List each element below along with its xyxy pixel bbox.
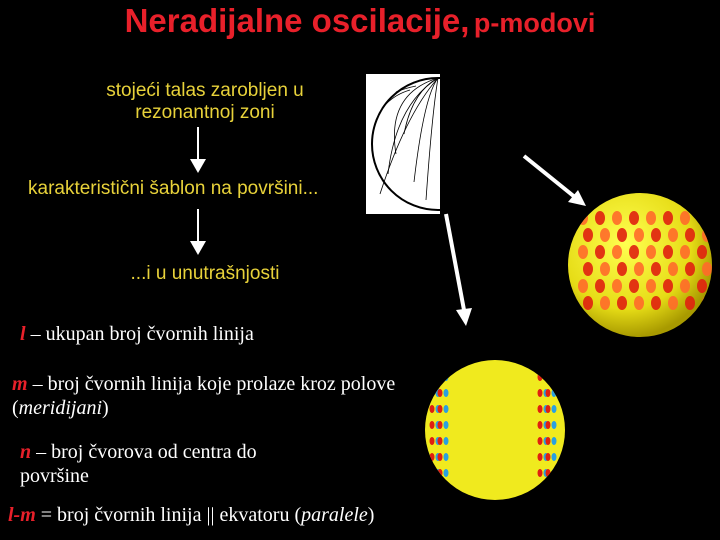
sphere-surface-pattern [565, 190, 715, 340]
interior-node [538, 389, 543, 397]
surface-node [697, 245, 707, 259]
interior-node [438, 389, 443, 397]
definition-lm-italic: paralele [301, 504, 368, 526]
surface-node [685, 296, 695, 310]
surface-node [595, 245, 605, 259]
interior-node [430, 421, 435, 429]
surface-node [612, 279, 622, 293]
surface-node [651, 262, 661, 276]
interior-node [430, 405, 435, 413]
interior-node [438, 453, 443, 461]
interior-node [430, 373, 435, 381]
surface-node [629, 211, 639, 225]
surface-node [617, 228, 627, 242]
interior-node [438, 437, 443, 445]
surface-node [702, 296, 712, 310]
interior-node [538, 373, 543, 381]
note-standing-wave: stojeći talas zarobljen u rezonantnoj zoni [106, 80, 304, 123]
interior-node [546, 389, 551, 397]
interior-node [430, 453, 435, 461]
surface-node [685, 228, 695, 242]
definition-m [12, 372, 412, 420]
interior-node [436, 373, 441, 381]
surface-node [663, 279, 673, 293]
surface-node [595, 211, 605, 225]
interior-node [546, 469, 551, 477]
surface-node [697, 279, 707, 293]
interior-node [546, 373, 551, 381]
interior-node [438, 405, 443, 413]
surface-node [578, 245, 588, 259]
interior-node [546, 437, 551, 445]
interior-node [552, 389, 557, 397]
surface-node [612, 211, 622, 225]
interior-node [444, 437, 449, 445]
definition-m-text-a: – broj čvornih linija koje prolaze kroz polove ( [12, 373, 396, 419]
definition-lm-text-b: ) [367, 504, 375, 526]
surface-node [583, 228, 593, 242]
surface-node [651, 228, 661, 242]
surface-node [646, 211, 656, 225]
interior-node [430, 389, 435, 397]
surface-node [646, 279, 656, 293]
surface-node [680, 211, 690, 225]
down-arrow-2 [186, 207, 210, 257]
surface-node [646, 245, 656, 259]
surface-node [634, 228, 644, 242]
surface-node [634, 296, 644, 310]
symbol-n: n [20, 441, 32, 463]
interior-node [444, 373, 449, 381]
interior-node [546, 421, 551, 429]
definition-m-italic: meridijani [18, 397, 103, 419]
surface-node [680, 279, 690, 293]
surface-node [600, 296, 610, 310]
interior-node [552, 405, 557, 413]
surface-node [600, 262, 610, 276]
surface-node [685, 262, 695, 276]
definition-n-text: – broj čvorova od centra do površine [20, 441, 257, 487]
interior-node [430, 437, 435, 445]
surface-node [668, 296, 678, 310]
interior-node [544, 373, 549, 381]
surface-node [651, 296, 661, 310]
surface-node [583, 262, 593, 276]
interior-node [546, 405, 551, 413]
interior-node [444, 453, 449, 461]
interior-node [552, 421, 557, 429]
surface-node [583, 296, 593, 310]
interior-node [444, 469, 449, 477]
interior-node [552, 437, 557, 445]
surface-node [578, 279, 588, 293]
surface-node [617, 296, 627, 310]
surface-node [595, 279, 605, 293]
definition-lm [8, 503, 488, 527]
surface-node [702, 228, 712, 242]
interior-node [552, 469, 557, 477]
surface-node [663, 245, 673, 259]
title-sub: p-modovi [473, 8, 596, 38]
surface-node [663, 211, 673, 225]
ray-path-diagram [366, 74, 440, 214]
definition-l-text: – ukupan broj čvornih linija [25, 323, 254, 345]
interior-node [552, 453, 557, 461]
interior-node [444, 389, 449, 397]
interior-node [538, 453, 543, 461]
surface-node [600, 228, 610, 242]
symbol-lm: l-m [8, 504, 36, 526]
down-arrow-1 [186, 125, 210, 175]
page-title [0, 2, 720, 40]
surface-node [697, 211, 707, 225]
surface-node [629, 279, 639, 293]
surface-node [629, 245, 639, 259]
definition-l [20, 322, 420, 346]
symbol-m: m [12, 373, 28, 395]
interior-node [538, 469, 543, 477]
surface-node [617, 262, 627, 276]
surface-node [680, 245, 690, 259]
interior-node [538, 421, 543, 429]
surface-node [578, 211, 588, 225]
surface-node [668, 228, 678, 242]
symbol-l: l [20, 323, 26, 345]
interior-node [552, 373, 557, 381]
interior-node [438, 373, 443, 381]
title-main: Neradijalne oscilacije, [124, 2, 470, 39]
interior-node [444, 405, 449, 413]
sphere-interior-pattern [420, 355, 570, 505]
interior-node [438, 469, 443, 477]
definition-lm-text-a: = broj čvornih linija || ekvatoru ( [35, 504, 302, 526]
interior-node [444, 421, 449, 429]
surface-node [668, 262, 678, 276]
surface-node [612, 245, 622, 259]
interior-node [438, 421, 443, 429]
interior-node [430, 469, 435, 477]
interior-node [538, 437, 543, 445]
interior-node [538, 405, 543, 413]
surface-node [702, 262, 712, 276]
surface-node [634, 262, 644, 276]
definition-n [20, 440, 320, 488]
definition-m-text-b: ) [102, 397, 109, 419]
note-surface-pattern: karakteristični šablon na površini... [28, 178, 319, 199]
interior-node [546, 453, 551, 461]
note-interior: ...i u unutrašnjosti [130, 263, 280, 284]
diagonal-arrow-2 [440, 210, 480, 330]
